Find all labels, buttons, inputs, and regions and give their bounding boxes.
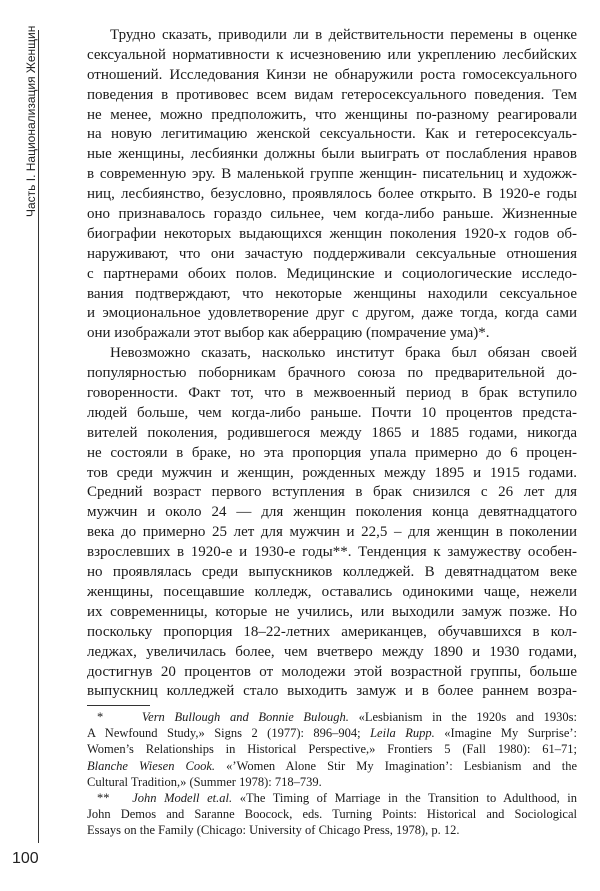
footnote-line: * Vern Bullough and Bonnie Bulough. «Lesbianism in the 1920s and 1930s: (97, 710, 577, 724)
text-line: выпускниц колледжей стало выходить замуж и в более раннем возра- (87, 683, 577, 700)
text-line: Трудно сказать, приводили ли в действительности перемены в оценке (110, 27, 577, 43)
text-line: но проявлялась среди выпускников колледжей. В девятнадцатом веке (87, 564, 577, 581)
text-line: Невозможно сказать, насколько институт брака был обязан своей (110, 345, 577, 362)
footnote-line: Blanche Wiesen Cook. «’Women Alone Stir My Imagination’: Lesbianism and the (87, 758, 577, 773)
footnote-line: Women’s Relationships in Historical Perspective,» Frontiers 5 (Fall 1980): 61–71; (87, 742, 577, 757)
text-line: не состояли в браке, но эта пропорция упала примерно до 6 процен- (87, 444, 577, 461)
text-line: поведения в противовес всем видам гетеросексуального поведения. Тем (87, 86, 577, 103)
text-line: ниц, лесбиянство, безусловно, проявлялось более открыто. В 1920-е годы (87, 186, 577, 203)
text-line: вителей поколения, родившегося между 1865 и 1885 годами, никогда (87, 424, 577, 441)
text-line: ные женщины, лесбиянки должны были выиграть от послабления нравов (87, 146, 577, 163)
text-line: тов среди мужчин и женщин, рожденных между 1895 и 1915 годами. (87, 464, 577, 481)
text-line: людей больше, чем когда-либо раньше. Почти 10 процентов предста- (87, 404, 577, 421)
text-line: на новую легитимацию женской сексуальности. Как и гетеросексуаль- (87, 126, 577, 143)
text-line: взрослевших в 1920-е и 1930-е годы**. Тенденция к замужеству особен- (87, 544, 577, 561)
text-line: отношений. Исследования Кинзи не обнаружили роста гомосексуального (87, 66, 577, 83)
text-line: века до примерно 25 лет для мужчин и 22,5 – для женщин в поколении (87, 524, 577, 541)
text-line: наруживают, что они зачастую поддерживали сексуальные отношения (87, 245, 577, 262)
body-text (87, 26, 577, 702)
text-line: Средний возраст первого вступления в брак снизился с 26 лет для (87, 484, 577, 501)
page-number: 100 (12, 850, 39, 867)
text-line: женщины, посещавшие колледж, оставались одинокими чаще, нежели (87, 583, 577, 600)
text-line: оно признавалось гораздо сильнее, чем когда-либо раньше. Жизненные (87, 206, 577, 223)
footnote-line: Cultural Tradition,» (Summer 1978): 718–739. (87, 774, 322, 789)
text-line: популярностью поборникам брачного союза по предварительной до- (87, 365, 577, 382)
text-line: в современную эру. В маленькой группе женщин- писательниц и художж- (87, 166, 577, 183)
text-line: леджах, увеличилась более, чем вчетверо между 1890 и 1930 годами, (87, 643, 577, 660)
text-line: биографии некоторых выдающихся женщин поколения 1920-х годов об- (87, 225, 577, 242)
text-line: вания подтверждают, что некоторые женщины находили сексуальное (87, 285, 577, 302)
text-line: их современницы, которые не учились, или выходили замуж позже. Но (87, 603, 577, 620)
text-line: говоренности. Факт тот, что в межвоенный период в брак вступило (87, 385, 577, 402)
text-line: сексуальной нормативности к исчезновению или укреплению лесбийских (87, 46, 577, 63)
footnote-separator (87, 705, 150, 706)
text-line: достигнув 20 процентов от молодежи этой возрастной группы, больше (87, 663, 577, 680)
text-line: поскольку пропорция 18–22-летних американцев, обучавшихся в кол- (87, 623, 577, 640)
text-line: и эмоциональное удовлетворение друг с другом, даже тогда, когда сами (87, 305, 577, 322)
footnote-line: John Demos and Saranne Boocock, eds. Turning Points: Historical and Sociological (87, 807, 577, 822)
footnote-line: Essays on the Family (Chicago: University of Chicago Press, 1978), p. 12. (87, 823, 460, 838)
footnote-line: ** John Modell et.al. «The Timing of Marriage in the Transition to Adulthood, in (97, 790, 577, 805)
text-line: они изображали этот выбор как аберрацию (помрачение ума)*. (87, 325, 490, 342)
footnote-line: A Newfound Study,» Signs 2 (1977): 896–904; Leila Rupp. «Imagine My Surprise’: (87, 726, 577, 741)
running-header: Часть I. Национализация Женщин (24, 25, 38, 217)
text-line: мужчин и около 24 — для женщин поколения конца девятнадцатого (87, 504, 577, 521)
footnotes (87, 709, 577, 839)
side-rule (38, 30, 39, 843)
text-line: с партнерами обоих полов. Медицинские и социологические исследо- (87, 265, 577, 282)
text-line: не менее, можно предположить, что женщины по-разному реагировали (87, 106, 577, 123)
